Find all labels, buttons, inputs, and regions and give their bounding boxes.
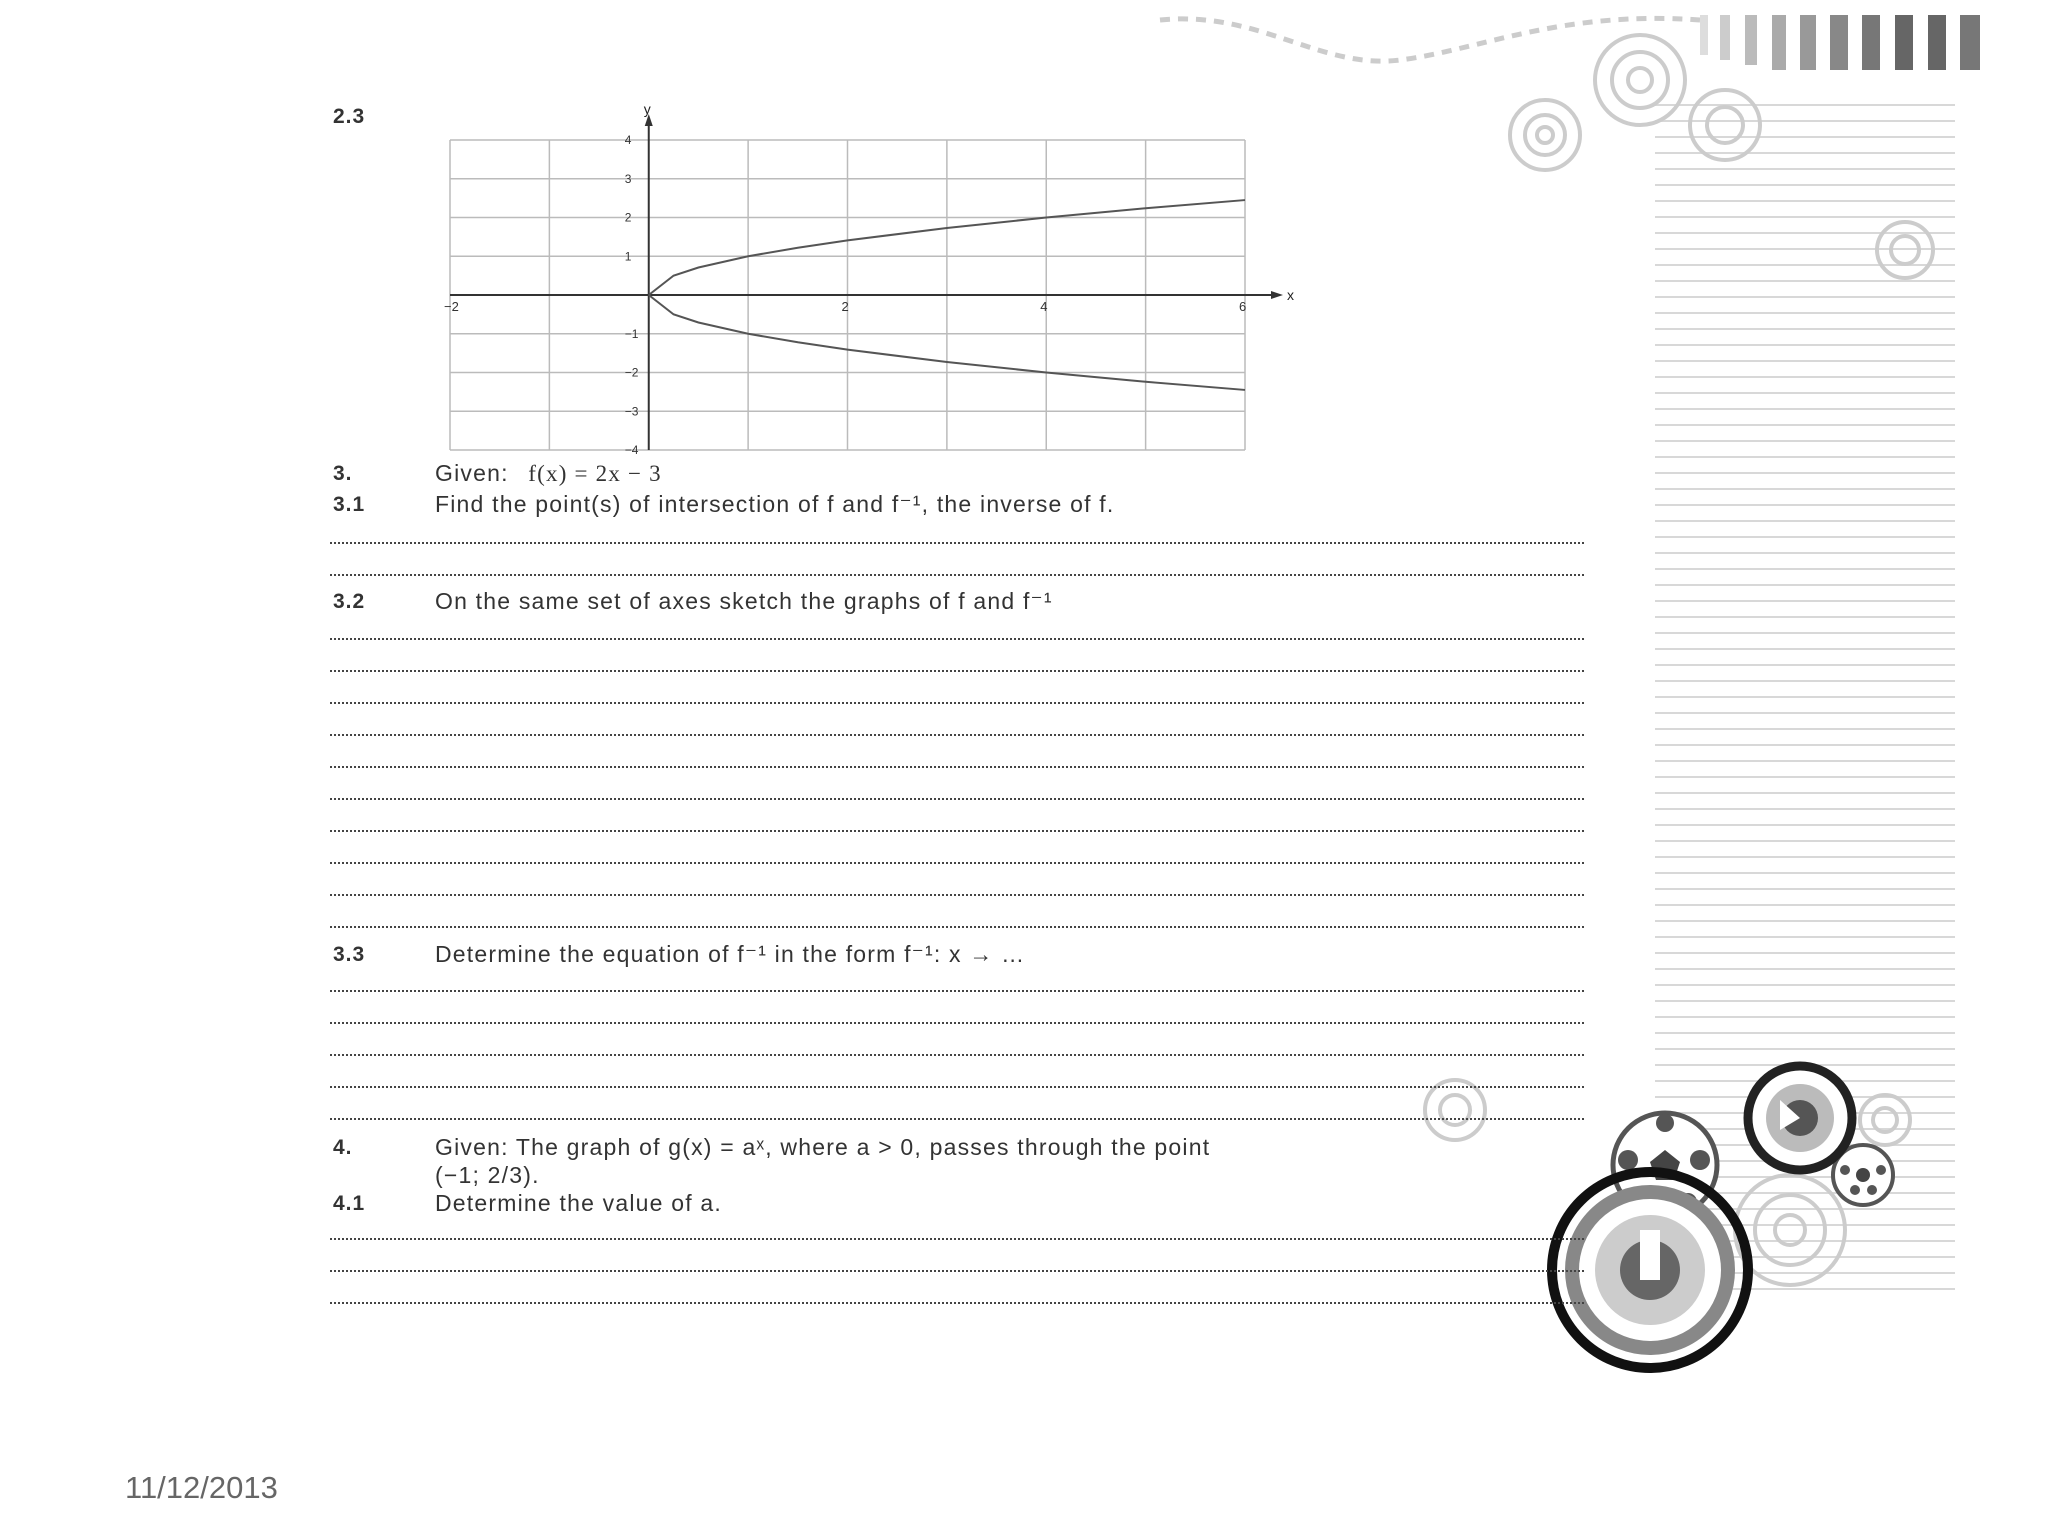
question-number-3: 3.	[333, 462, 353, 485]
question-number-4-1: 4.1	[333, 1192, 366, 1215]
y-tick-label: −3	[624, 404, 639, 419]
y-tick-label: −1	[624, 326, 639, 341]
answer-line[interactable]	[330, 1022, 1584, 1024]
y-tick-label: −4	[624, 443, 639, 457]
answer-line[interactable]	[330, 702, 1584, 704]
x-tick-label: 6	[1239, 299, 1247, 314]
question-number-3-2: 3.2	[333, 590, 366, 613]
answer-line[interactable]	[330, 542, 1584, 544]
answer-line[interactable]	[330, 990, 1584, 992]
y-tick-label: 2	[624, 210, 632, 225]
y-tick-label: 4	[624, 133, 632, 147]
answer-line[interactable]	[330, 926, 1584, 928]
parabola-graph	[430, 101, 1300, 460]
answer-line[interactable]	[330, 1118, 1584, 1120]
answer-line[interactable]	[330, 1270, 1584, 1272]
answer-line[interactable]	[330, 798, 1584, 800]
top-wave	[1160, 15, 1980, 70]
answer-line[interactable]	[330, 638, 1584, 640]
y-tick-label: −2	[624, 365, 639, 380]
slide-date: 11/12/2013	[125, 1470, 278, 1505]
question-3-2-text: On the same set of axes sketch the graphs of f and f⁻¹	[435, 588, 1053, 614]
answer-line[interactable]	[330, 862, 1584, 864]
question-number-3-1: 3.1	[333, 493, 366, 516]
answer-line[interactable]	[330, 894, 1584, 896]
answer-line[interactable]	[330, 766, 1584, 768]
question-number-4: 4.	[333, 1136, 353, 1159]
graph-axes	[450, 114, 1283, 450]
answer-line[interactable]	[330, 1302, 1584, 1304]
x-axis-label: x	[1287, 287, 1294, 303]
question-4-point: (−1; 2/3).	[435, 1162, 540, 1188]
given-label: Given:	[435, 460, 509, 486]
answer-line[interactable]	[330, 1086, 1584, 1088]
answer-line[interactable]	[330, 574, 1584, 576]
question-3-3-text: Determine the equation of f⁻¹ in the form f⁻¹: x → …	[435, 941, 1026, 967]
answer-line[interactable]	[330, 1238, 1584, 1240]
answer-line[interactable]	[330, 734, 1584, 736]
x-tick-label: 4	[1040, 299, 1048, 314]
answer-line[interactable]	[330, 1054, 1584, 1056]
x-tick-label: 2	[841, 299, 849, 314]
question-3-given	[435, 460, 662, 487]
function-definition: f(x) = 2x − 3	[528, 461, 662, 486]
question-number-3-3: 3.3	[333, 943, 366, 966]
answer-line[interactable]	[330, 670, 1584, 672]
question-4-text: Given: The graph of g(x) = aˣ, where a > 0, passes through the point	[435, 1134, 1211, 1160]
x-tick-label: −2	[444, 299, 459, 314]
eye-ring-icon	[1748, 1066, 1852, 1170]
question-3-1-text: Find the point(s) of intersection of f and f⁻¹, the inverse of f.	[435, 491, 1115, 517]
x-axis-arrow	[1271, 291, 1283, 299]
question-4-1-text: Determine the value of a.	[435, 1190, 722, 1216]
y-tick-label: 1	[624, 249, 632, 264]
question-number-2-3: 2.3	[333, 105, 366, 128]
y-tick-label: 3	[624, 171, 632, 186]
answer-line[interactable]	[330, 830, 1584, 832]
y-axis-label: y	[643, 101, 651, 117]
